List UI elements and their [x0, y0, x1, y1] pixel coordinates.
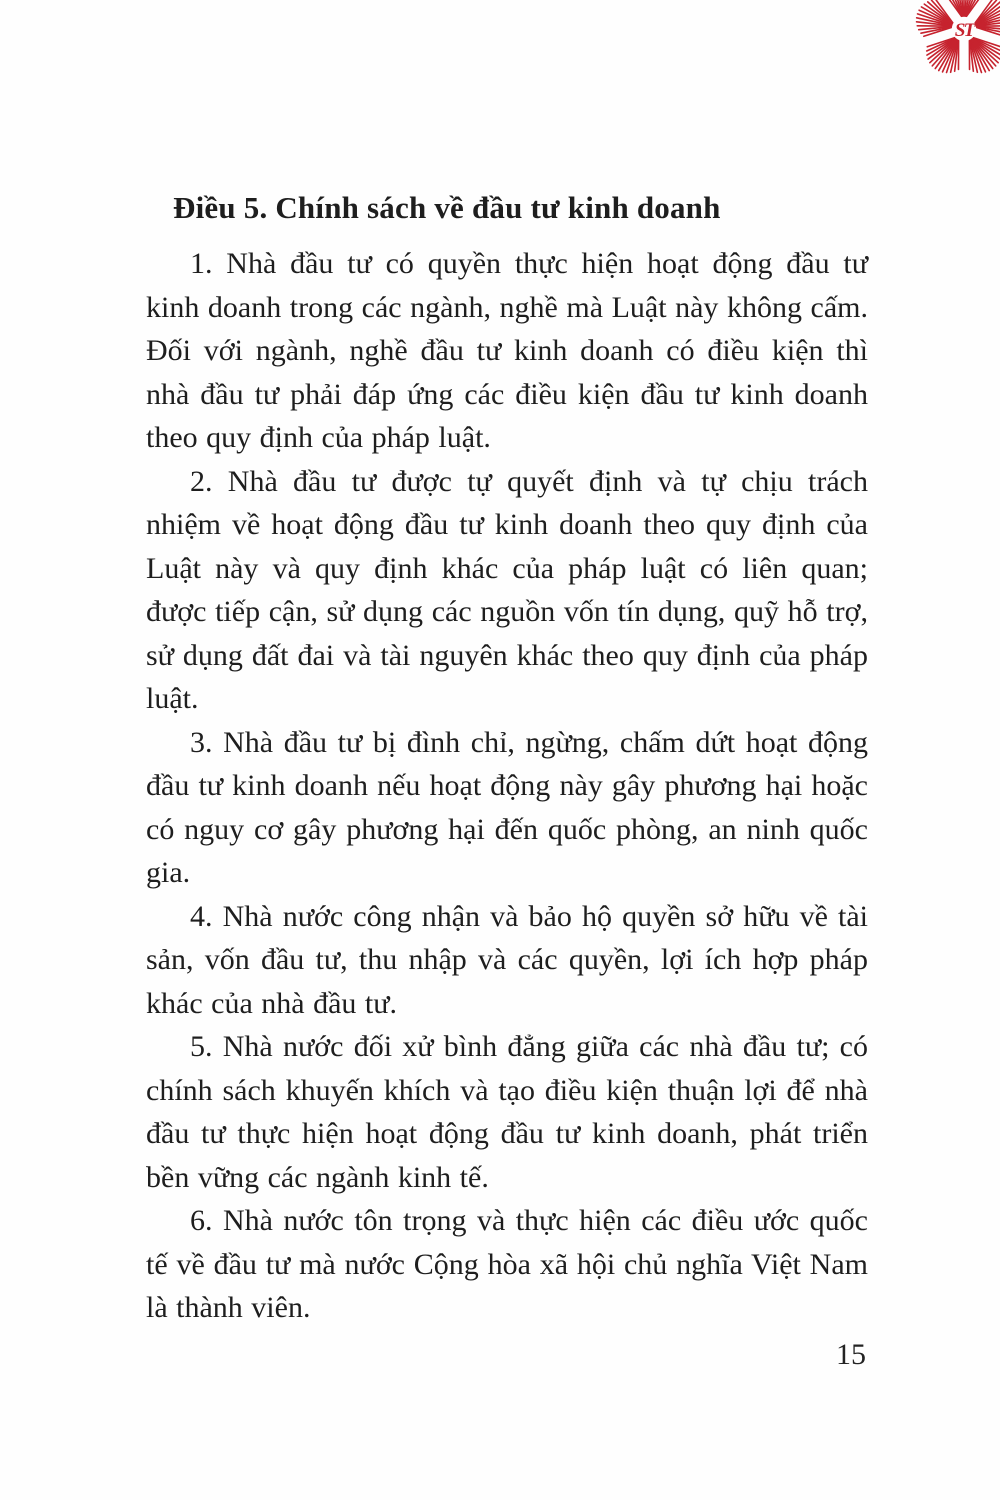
article-body	[146, 188, 868, 1330]
page-number: 15	[836, 1338, 866, 1371]
publisher-logo-icon	[908, 0, 1000, 85]
article-paragraph-2: 2. Nhà đầu tư được tự quyết định và tự chịu trách nhiệm về hoạt động đầu tư kinh doanh theo quy định của Luật này và quy định khác của pháp luật có liên quan; được tiếp cận, sử dụng các nguồn vốn tín dụng, quỹ hỗ trợ, sử dụng đất đai và tài nguyên khác theo quy định của pháp luật.	[146, 464, 868, 715]
article-paragraph-3: 3. Nhà đầu tư bị đình chỉ, ngừng, chấm dứt hoạt động đầu tư kinh doanh nếu hoạt động này gây phương hại hoặc có nguy cơ gây phương hại đến quốc phòng, an ninh quốc gia.	[146, 725, 868, 889]
article-paragraph-4: 4. Nhà nước công nhận và bảo hộ quyền sở hữu về tài sản, vốn đầu tư, thu nhập và các quyền, lợi ích hợp pháp khác của nhà đầu tư.	[146, 899, 868, 1020]
article-heading: Điều 5. Chính sách về đầu tư kinh doanh	[173, 190, 721, 225]
article-paragraph-5: 5. Nhà nước đối xử bình đẳng giữa các nhà đầu tư; có chính sách khuyến khích và tạo điều kiện thuận lợi để nhà đầu tư thực hiện hoạt động đầu tư kinh doanh, phát triển bền vững các ngành kinh tế.	[146, 1030, 868, 1194]
article-paragraph-6: 6. Nhà nước tôn trọng và thực hiện các điều ước quốc tế về đầu tư mà nước Cộng hòa xã hội chủ nghĩa Việt Nam là thành viên.	[146, 1204, 868, 1324]
logo-monogram: ST	[954, 20, 974, 42]
article-paragraph-1: 1. Nhà đầu tư có quyền thực hiện hoạt động đầu tư kinh doanh trong các ngành, nghề mà Luật này không cấm. Đối với ngành, nghề đầu tư kinh doanh có điều kiện thì nhà đầu tư phải đáp ứng các điều kiện đầu tư kinh doanh theo quy định của pháp luật.	[146, 247, 868, 454]
